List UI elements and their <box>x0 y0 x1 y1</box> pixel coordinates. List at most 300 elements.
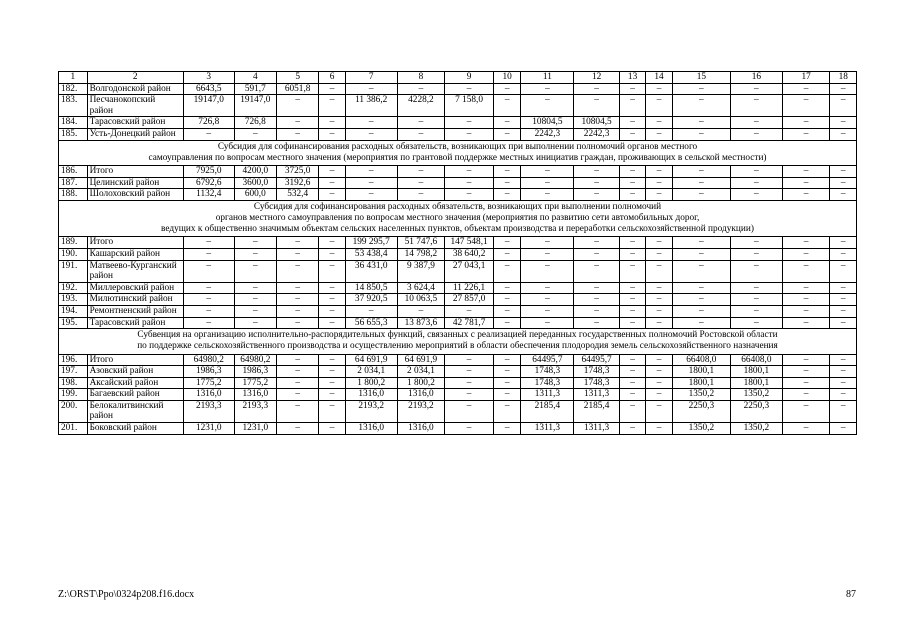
value-cell: – <box>782 237 830 249</box>
value-cell: 9 387,9 <box>397 260 445 282</box>
district-name-cell: Белокалитвинский район <box>87 400 183 422</box>
column-number-cell: 16 <box>730 72 782 84</box>
district-name-cell: Кашарский район <box>87 248 183 260</box>
value-cell: – <box>319 177 345 189</box>
table-row <box>59 260 857 282</box>
value-cell: 42 781,7 <box>445 317 494 329</box>
value-cell: 14 798,2 <box>397 248 445 260</box>
row-number-cell: 196. <box>59 354 88 366</box>
value-cell: – <box>782 83 830 95</box>
section-title <box>59 140 857 165</box>
row-number-cell: 189. <box>59 237 88 249</box>
value-cell: – <box>397 189 445 201</box>
value-cell: 3725,0 <box>276 165 318 177</box>
value-cell: – <box>445 117 494 129</box>
value-cell: – <box>276 423 318 435</box>
column-number-cell: 8 <box>397 72 445 84</box>
value-cell: 2193,3 <box>183 400 234 422</box>
table-row <box>59 389 857 401</box>
value-cell: – <box>646 377 672 389</box>
column-number-cell: 17 <box>782 72 830 84</box>
row-number-cell: 198. <box>59 377 88 389</box>
value-cell: – <box>830 317 857 329</box>
value-cell: – <box>276 282 318 294</box>
value-cell: – <box>183 282 234 294</box>
value-cell: – <box>521 282 574 294</box>
value-cell: 2185,4 <box>521 400 574 422</box>
value-cell: 7 158,0 <box>445 95 494 117</box>
value-cell: – <box>521 294 574 306</box>
table-row <box>59 377 857 389</box>
value-cell: – <box>521 95 574 117</box>
value-cell: 1748,3 <box>574 377 620 389</box>
value-cell: – <box>493 177 521 189</box>
value-cell: – <box>782 294 830 306</box>
value-cell: – <box>276 294 318 306</box>
value-cell: 2185,4 <box>574 400 620 422</box>
column-number-cell: 10 <box>493 72 521 84</box>
value-cell: – <box>782 128 830 140</box>
value-cell: – <box>319 117 345 129</box>
value-cell: – <box>397 83 445 95</box>
table-row <box>59 294 857 306</box>
value-cell: – <box>445 423 494 435</box>
value-cell: – <box>672 305 730 317</box>
table-row <box>59 95 857 117</box>
value-cell: – <box>646 294 672 306</box>
value-cell: – <box>319 83 345 95</box>
value-cell: – <box>319 305 345 317</box>
value-cell: – <box>345 165 397 177</box>
value-cell: – <box>345 83 397 95</box>
value-cell: – <box>183 305 234 317</box>
value-cell: – <box>445 389 494 401</box>
value-cell: – <box>782 423 830 435</box>
value-cell: – <box>521 189 574 201</box>
value-cell: – <box>319 248 345 260</box>
value-cell: – <box>319 128 345 140</box>
value-cell: – <box>672 260 730 282</box>
value-cell: – <box>493 389 521 401</box>
value-cell: – <box>830 237 857 249</box>
value-cell: – <box>646 248 672 260</box>
section-title-line: органов местного самоуправления по вопросам местного значения (мероприятия по развитию сети автомобильных дорог, <box>215 212 700 223</box>
column-number-cell: 1 <box>59 72 88 84</box>
column-number-cell: 6 <box>319 72 345 84</box>
row-number-cell: 188. <box>59 189 88 201</box>
value-cell: 11 226,1 <box>445 282 494 294</box>
value-cell: – <box>445 354 494 366</box>
value-cell: – <box>672 282 730 294</box>
table-row <box>59 305 857 317</box>
value-cell: – <box>646 128 672 140</box>
row-number-cell: 197. <box>59 366 88 378</box>
value-cell: – <box>782 354 830 366</box>
row-number-cell: 190. <box>59 248 88 260</box>
value-cell: – <box>445 400 494 422</box>
value-cell: – <box>183 260 234 282</box>
value-cell: – <box>830 282 857 294</box>
value-cell: – <box>276 317 318 329</box>
value-cell: – <box>574 95 620 117</box>
value-cell: 37 920,5 <box>345 294 397 306</box>
district-name-cell: Итого <box>87 165 183 177</box>
value-cell: – <box>276 260 318 282</box>
value-cell: – <box>521 305 574 317</box>
value-cell: 2193,3 <box>234 400 276 422</box>
value-cell: – <box>319 423 345 435</box>
value-cell: – <box>493 83 521 95</box>
value-cell: 2193,2 <box>397 400 445 422</box>
value-cell: 1350,2 <box>730 423 782 435</box>
value-cell: – <box>493 400 521 422</box>
value-cell: 2 034,1 <box>397 366 445 378</box>
value-cell: – <box>574 165 620 177</box>
table-row <box>59 177 857 189</box>
value-cell: – <box>619 165 645 177</box>
value-cell: 532,4 <box>276 189 318 201</box>
table-row <box>59 282 857 294</box>
value-cell: – <box>830 248 857 260</box>
page-number: 87 <box>846 589 856 600</box>
value-cell: – <box>619 317 645 329</box>
value-cell: – <box>319 189 345 201</box>
value-cell: 1748,3 <box>521 366 574 378</box>
section-title-row <box>59 140 857 165</box>
value-cell: – <box>646 400 672 422</box>
value-cell: – <box>672 248 730 260</box>
section-title-line: Субвенция на организацию исполнительно-распорядительных функций, связанных с реализацией переданных государственных полномочий Ростовской области <box>137 330 778 341</box>
value-cell: – <box>830 354 857 366</box>
value-cell: – <box>619 354 645 366</box>
value-cell: – <box>646 282 672 294</box>
column-number-row <box>59 72 857 84</box>
value-cell: 726,8 <box>234 117 276 129</box>
district-name-cell: Матвеево-Курганский район <box>87 260 183 282</box>
value-cell: – <box>782 177 830 189</box>
value-cell: – <box>646 237 672 249</box>
value-cell: – <box>782 189 830 201</box>
value-cell: 51 747,6 <box>397 237 445 249</box>
value-cell: 13 873,6 <box>397 317 445 329</box>
value-cell: – <box>183 317 234 329</box>
value-cell: – <box>319 366 345 378</box>
value-cell: 6792,6 <box>183 177 234 189</box>
value-cell: – <box>276 128 318 140</box>
value-cell: – <box>646 83 672 95</box>
value-cell: – <box>646 117 672 129</box>
value-cell: – <box>730 260 782 282</box>
value-cell: – <box>445 177 494 189</box>
value-cell: – <box>234 305 276 317</box>
value-cell: 1350,2 <box>672 423 730 435</box>
value-cell: 19147,0 <box>234 95 276 117</box>
value-cell: – <box>619 282 645 294</box>
value-cell: – <box>319 354 345 366</box>
file-path-footer: Z:\ORST\Ppo\0324p208.f16.docx <box>58 589 195 600</box>
value-cell: – <box>619 248 645 260</box>
value-cell: 3192,6 <box>276 177 318 189</box>
table-row <box>59 400 857 422</box>
value-cell: – <box>493 117 521 129</box>
value-cell: 1316,0 <box>183 389 234 401</box>
value-cell: 1800,1 <box>730 377 782 389</box>
value-cell: – <box>319 377 345 389</box>
table-row <box>59 248 857 260</box>
column-number-cell: 12 <box>574 72 620 84</box>
table-row <box>59 354 857 366</box>
value-cell: 6643,5 <box>183 83 234 95</box>
value-cell: – <box>730 282 782 294</box>
row-number-cell: 182. <box>59 83 88 95</box>
value-cell: – <box>619 260 645 282</box>
value-cell: 1350,2 <box>672 389 730 401</box>
value-cell: – <box>574 305 620 317</box>
value-cell: 1775,2 <box>234 377 276 389</box>
value-cell: 2242,3 <box>521 128 574 140</box>
value-cell: – <box>672 165 730 177</box>
value-cell: – <box>397 165 445 177</box>
value-cell: – <box>345 177 397 189</box>
value-cell: – <box>345 305 397 317</box>
district-name-cell: Миллеровский район <box>87 282 183 294</box>
value-cell: – <box>646 260 672 282</box>
value-cell: 1132,4 <box>183 189 234 201</box>
row-number-cell: 185. <box>59 128 88 140</box>
section-title-line: Субсидия для софинансирования расходных обязательств, возникающих при выполнении полномочий органов местного <box>217 141 698 152</box>
value-cell: – <box>830 117 857 129</box>
column-number-cell: 7 <box>345 72 397 84</box>
value-cell: – <box>445 366 494 378</box>
value-cell: – <box>782 305 830 317</box>
value-cell: – <box>830 95 857 117</box>
value-cell: – <box>730 248 782 260</box>
table-row <box>59 128 857 140</box>
value-cell: 19147,0 <box>183 95 234 117</box>
value-cell: – <box>782 282 830 294</box>
value-cell: 6051,8 <box>276 83 318 95</box>
value-cell: – <box>493 189 521 201</box>
value-cell: – <box>319 400 345 422</box>
value-cell: – <box>730 95 782 117</box>
value-cell: – <box>672 128 730 140</box>
value-cell: – <box>493 260 521 282</box>
value-cell: – <box>319 389 345 401</box>
district-name-cell: Тарасовский район <box>87 317 183 329</box>
value-cell: – <box>782 400 830 422</box>
value-cell: – <box>782 248 830 260</box>
value-cell: 1311,3 <box>574 423 620 435</box>
value-cell: 1986,3 <box>183 366 234 378</box>
value-cell: 1748,3 <box>521 377 574 389</box>
value-cell: – <box>183 237 234 249</box>
value-cell: – <box>672 294 730 306</box>
value-cell: – <box>672 189 730 201</box>
value-cell: – <box>619 95 645 117</box>
value-cell: – <box>276 248 318 260</box>
value-cell: – <box>234 248 276 260</box>
column-number-cell: 13 <box>619 72 645 84</box>
value-cell: 199 295,7 <box>345 237 397 249</box>
value-cell: – <box>493 95 521 117</box>
value-cell: – <box>319 317 345 329</box>
value-cell: – <box>730 83 782 95</box>
value-cell: – <box>493 317 521 329</box>
value-cell: – <box>830 189 857 201</box>
value-cell: – <box>830 83 857 95</box>
value-cell: 2250,3 <box>730 400 782 422</box>
value-cell: – <box>521 260 574 282</box>
section-title-line: Субсидия для софинансирования расходных обязательств, возникающих при выполнении полномочий <box>253 201 662 212</box>
value-cell: – <box>276 377 318 389</box>
value-cell: 1231,0 <box>234 423 276 435</box>
section-title-row <box>59 329 857 354</box>
district-name-cell: Багаевский район <box>87 389 183 401</box>
value-cell: 4200,0 <box>234 165 276 177</box>
column-number-cell: 5 <box>276 72 318 84</box>
value-cell: 1316,0 <box>397 423 445 435</box>
row-number-cell: 201. <box>59 423 88 435</box>
section-title <box>59 329 857 354</box>
value-cell: – <box>672 237 730 249</box>
value-cell: – <box>782 317 830 329</box>
value-cell: – <box>782 389 830 401</box>
value-cell: 147 548,1 <box>445 237 494 249</box>
value-cell: 1316,0 <box>345 389 397 401</box>
value-cell: – <box>397 117 445 129</box>
column-number-cell: 11 <box>521 72 574 84</box>
value-cell: – <box>830 294 857 306</box>
value-cell: 2 034,1 <box>345 366 397 378</box>
value-cell: – <box>276 305 318 317</box>
budget-table <box>58 71 857 435</box>
value-cell: 10804,5 <box>574 117 620 129</box>
value-cell: – <box>521 317 574 329</box>
value-cell: – <box>493 366 521 378</box>
column-number-cell: 15 <box>672 72 730 84</box>
value-cell: – <box>493 165 521 177</box>
value-cell: 64495,7 <box>574 354 620 366</box>
value-cell: – <box>830 165 857 177</box>
value-cell: – <box>782 366 830 378</box>
table-row <box>59 366 857 378</box>
row-number-cell: 192. <box>59 282 88 294</box>
section-title-line: самоуправления по вопросам местного значения (мероприятия по грантовой поддержке местных инициатив граждан, проживающих в сельской местности) <box>148 152 767 163</box>
value-cell: – <box>276 117 318 129</box>
value-cell: – <box>345 189 397 201</box>
district-name-cell: Итого <box>87 354 183 366</box>
value-cell: – <box>646 354 672 366</box>
value-cell: – <box>730 128 782 140</box>
value-cell: – <box>276 354 318 366</box>
value-cell: – <box>276 237 318 249</box>
table-row <box>59 317 857 329</box>
district-name-cell: Боковский район <box>87 423 183 435</box>
value-cell: – <box>493 282 521 294</box>
column-number-cell: 18 <box>830 72 857 84</box>
value-cell: – <box>646 177 672 189</box>
district-name-cell: Аксайский район <box>87 377 183 389</box>
value-cell: – <box>276 95 318 117</box>
section-title <box>59 200 857 237</box>
value-cell: – <box>730 294 782 306</box>
value-cell: – <box>730 165 782 177</box>
value-cell: 10804,5 <box>521 117 574 129</box>
value-cell: – <box>672 117 730 129</box>
district-name-cell: Тарасовский район <box>87 117 183 129</box>
row-number-cell: 183. <box>59 95 88 117</box>
value-cell: – <box>234 294 276 306</box>
value-cell: – <box>319 95 345 117</box>
value-cell: – <box>646 317 672 329</box>
value-cell: 27 857,0 <box>445 294 494 306</box>
value-cell: – <box>397 177 445 189</box>
value-cell: – <box>730 305 782 317</box>
value-cell: – <box>445 305 494 317</box>
value-cell: 726,8 <box>183 117 234 129</box>
value-cell: – <box>521 248 574 260</box>
value-cell: 64 691,9 <box>397 354 445 366</box>
value-cell: – <box>646 305 672 317</box>
value-cell: – <box>646 189 672 201</box>
value-cell: – <box>830 423 857 435</box>
value-cell: – <box>619 423 645 435</box>
value-cell: – <box>574 248 620 260</box>
value-cell: – <box>183 128 234 140</box>
value-cell: – <box>646 389 672 401</box>
value-cell: 10 063,5 <box>397 294 445 306</box>
row-number-cell: 186. <box>59 165 88 177</box>
value-cell: – <box>830 389 857 401</box>
district-name-cell: Целинский район <box>87 177 183 189</box>
column-number-cell: 9 <box>445 72 494 84</box>
value-cell: – <box>574 189 620 201</box>
value-cell: – <box>445 83 494 95</box>
value-cell: – <box>619 83 645 95</box>
section-title-line: ведущих к общественно значимым объектам сельских населенных пунктов, объектам производства и переработки сельскохозяйственной продукции) <box>161 224 754 235</box>
value-cell: 64 691,9 <box>345 354 397 366</box>
value-cell: 600,0 <box>234 189 276 201</box>
row-number-cell: 193. <box>59 294 88 306</box>
value-cell: 1311,3 <box>521 389 574 401</box>
value-cell: – <box>619 117 645 129</box>
value-cell: 2193,2 <box>345 400 397 422</box>
value-cell: – <box>619 189 645 201</box>
value-cell: – <box>276 366 318 378</box>
row-number-cell: 184. <box>59 117 88 129</box>
table-row <box>59 423 857 435</box>
value-cell: 64980,2 <box>234 354 276 366</box>
value-cell: – <box>730 117 782 129</box>
value-cell: 2242,3 <box>574 128 620 140</box>
value-cell: 27 043,1 <box>445 260 494 282</box>
value-cell: 56 655,3 <box>345 317 397 329</box>
row-number-cell: 194. <box>59 305 88 317</box>
value-cell: – <box>345 128 397 140</box>
value-cell: – <box>619 389 645 401</box>
value-cell: – <box>619 366 645 378</box>
value-cell: – <box>445 377 494 389</box>
column-number-cell: 2 <box>87 72 183 84</box>
value-cell: 1311,3 <box>521 423 574 435</box>
district-name-cell: Милютинский район <box>87 294 183 306</box>
value-cell: 1748,3 <box>574 366 620 378</box>
value-cell: – <box>730 317 782 329</box>
value-cell: 4228,2 <box>397 95 445 117</box>
table-row <box>59 83 857 95</box>
value-cell: – <box>183 248 234 260</box>
value-cell: – <box>782 377 830 389</box>
